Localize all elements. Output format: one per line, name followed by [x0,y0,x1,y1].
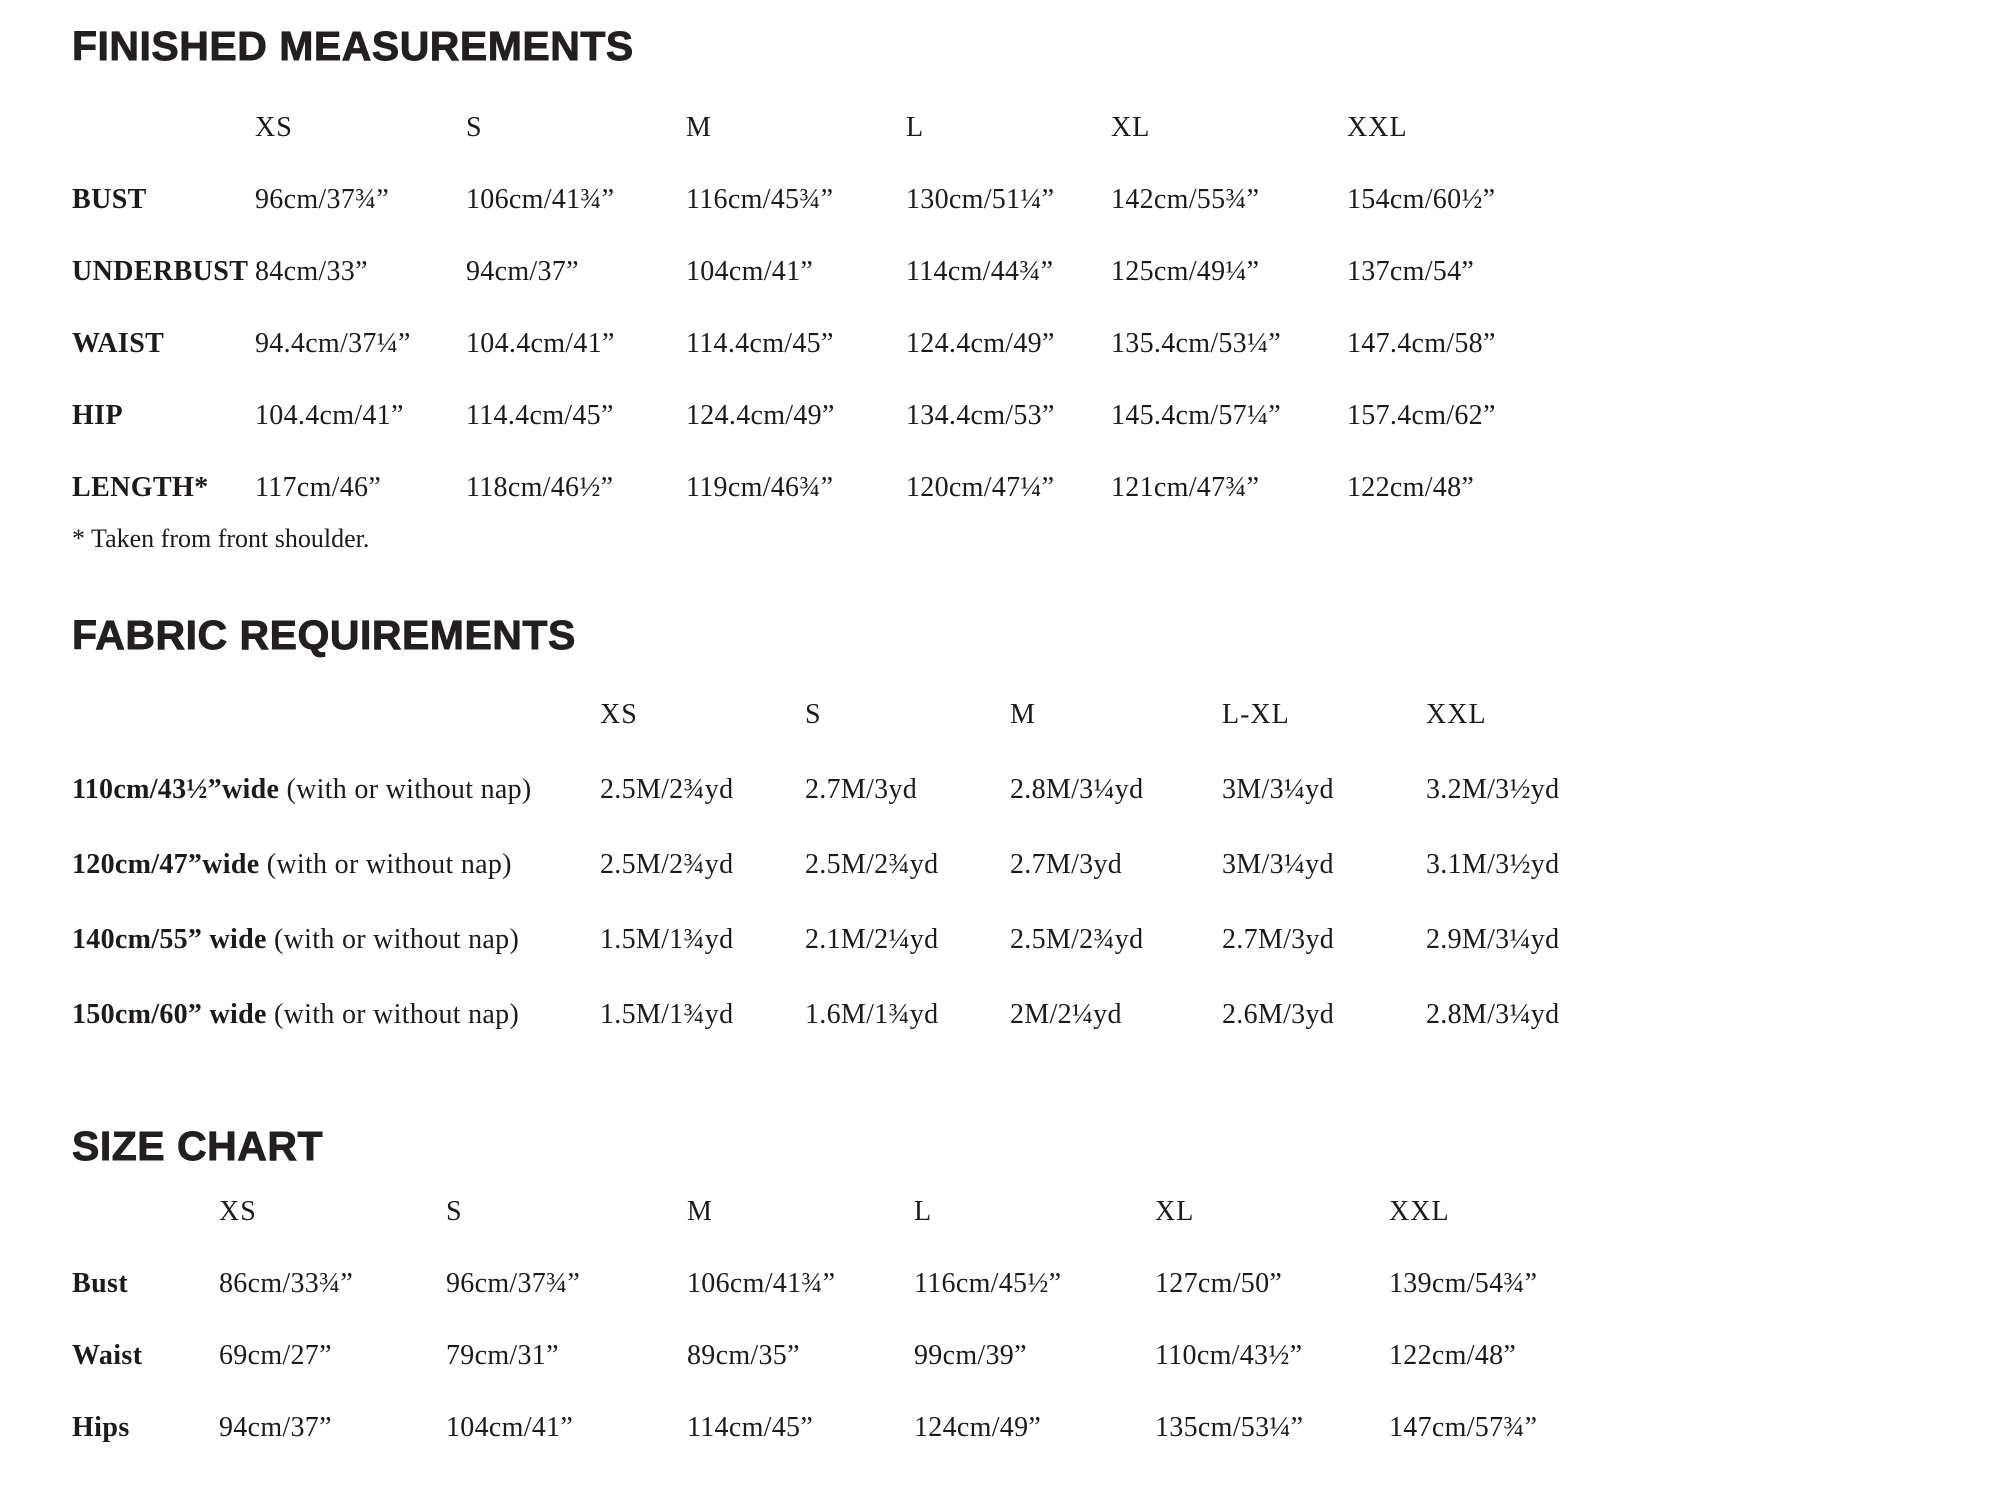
cell-value: 2.5M/2¾yd [600,774,734,806]
cell-value: 3M/3¼yd [1222,849,1334,881]
column-header-xxl: XXL [1426,699,1487,731]
cell-value: 139cm/54¾” [1389,1267,1538,1299]
cell-value: 120cm/47¼” [906,471,1055,503]
size-chart-table [72,1176,1537,1464]
cell-value: 122cm/48” [1389,1339,1517,1371]
cell-value: 147.4cm/58” [1347,327,1496,359]
cell-value: 1.6M/1¾yd [805,999,939,1031]
cell-value: 154cm/60½” [1347,183,1496,215]
cell-value: 2.5M/2¾yd [1010,924,1144,956]
cell-value: 147cm/57¾” [1389,1411,1538,1443]
cell-value: 124cm/49” [914,1411,1042,1443]
cell-value: 2.1M/2¼yd [805,924,939,956]
cell-value: 2M/2¼yd [1010,999,1122,1031]
cell-value: 104.4cm/41” [466,327,615,359]
column-header-l: L [906,111,925,143]
finished-measurements-table [72,92,1496,524]
fabric-requirements-title: FABRIC REQUIREMENTS [72,612,576,658]
cell-value: 2.9M/3¼yd [1426,924,1560,956]
row-label-fabric-width [72,1000,600,1031]
cell-value: 134.4cm/53” [906,399,1055,431]
cell-value: 3.2M/3½yd [1426,774,1560,806]
fabric-width-bold: 120cm/47”wide [72,849,260,881]
fabric-width-note: (with or without nap) [259,849,512,881]
column-header-m: M [687,1195,713,1227]
cell-value: 121cm/47¾” [1111,471,1260,503]
cell-value: 157.4cm/62” [1347,399,1496,431]
finished-measurements-title: FINISHED MEASUREMENTS [72,23,634,69]
cell-value: 116cm/45½” [914,1267,1062,1299]
cell-value: 2.6M/3yd [1222,999,1335,1031]
cell-value: 135.4cm/53¼” [1111,327,1282,359]
cell-value: 114.4cm/45” [466,399,614,431]
cell-value: 86cm/33¾” [219,1267,354,1299]
fabric-width-note: (with or without nap) [279,774,532,806]
cell-value: 145.4cm/57¼” [1111,399,1282,431]
cell-value: 124.4cm/49” [906,327,1055,359]
cell-value: 2.8M/3¼yd [1010,774,1144,806]
cell-value: 127cm/50” [1155,1267,1283,1299]
cell-value: 84cm/33” [255,255,368,287]
column-header-l: L [914,1195,933,1227]
row-label-hips: Hips [72,1411,130,1443]
length-footnote: * Taken from front shoulder. [72,524,370,553]
cell-value: 106cm/41¾” [687,1267,836,1299]
cell-value: 104cm/41” [686,255,814,287]
cell-value: 96cm/37¾” [446,1267,581,1299]
row-label-bust: BUST [72,183,147,215]
fabric-width-bold: 140cm/55” wide [72,924,267,956]
cell-value: 110cm/43½” [1155,1339,1303,1371]
cell-value: 3M/3¼yd [1222,774,1334,806]
fabric-width-bold: 110cm/43½”wide [72,774,280,806]
cell-value: 94.4cm/37¼” [255,327,411,359]
cell-value: 2.7M/3yd [805,774,918,806]
column-header-m: M [1010,699,1036,731]
column-header-xxl: XXL [1347,111,1408,143]
cell-value: 69cm/27” [219,1339,332,1371]
size-chart-title: SIZE CHART [72,1123,323,1169]
fabric-width-note: (with or without nap) [266,924,520,956]
row-label-fabric-width [72,925,600,956]
cell-value: 137cm/54” [1347,255,1475,287]
cell-value: 116cm/45¾” [686,183,834,215]
cell-value: 142cm/55¾” [1111,183,1260,215]
column-header-m: M [686,111,712,143]
cell-value: 114cm/45” [687,1411,814,1443]
cell-value: 2.5M/2¾yd [600,849,734,881]
column-header-xl: XL [1111,111,1151,143]
cell-value: 119cm/46¾” [686,471,834,503]
column-header-s: S [446,1195,463,1227]
row-label-fabric-width [72,850,600,881]
cell-value: 104cm/41” [446,1411,574,1443]
cell-value: 1.5M/1¾yd [600,924,734,956]
cell-value: 79cm/31” [446,1339,559,1371]
cell-value: 135cm/53¼” [1155,1411,1304,1443]
column-header-lxl: L-XL [1222,699,1290,731]
cell-value: 118cm/46½” [466,471,614,503]
row-label-length: LENGTH* [72,471,209,503]
fabric-requirements-table [72,678,1559,1053]
cell-value: 94cm/37” [466,255,579,287]
cell-value: 2.7M/3yd [1010,849,1123,881]
cell-value: 96cm/37¾” [255,183,390,215]
cell-value: 114cm/44¾” [906,255,1054,287]
row-label-hip: HIP [72,399,123,431]
column-header-xl: XL [1155,1195,1195,1227]
cell-value: 89cm/35” [687,1339,800,1371]
cell-value: 104.4cm/41” [255,399,404,431]
fabric-width-note: (with or without nap) [266,999,520,1031]
cell-value: 3.1M/3½yd [1426,849,1560,881]
cell-value: 125cm/49¼” [1111,255,1260,287]
cell-value: 2.7M/3yd [1222,924,1335,956]
cell-value: 114.4cm/45” [686,327,834,359]
column-header-xs: XS [219,1195,257,1227]
column-header-xs: XS [600,699,638,731]
cell-value: 2.8M/3¼yd [1426,999,1560,1031]
column-header-xxl: XXL [1389,1195,1450,1227]
cell-value: 122cm/48” [1347,471,1475,503]
cell-value: 2.5M/2¾yd [805,849,939,881]
column-header-s: S [805,699,822,731]
cell-value: 94cm/37” [219,1411,332,1443]
row-label-waist: Waist [72,1339,143,1371]
cell-value: 130cm/51¼” [906,183,1055,215]
column-header-s: S [466,111,483,143]
cell-value: 1.5M/1¾yd [600,999,734,1031]
cell-value: 124.4cm/49” [686,399,835,431]
row-label-waist: WAIST [72,327,165,359]
column-header-xs: XS [255,111,293,143]
cell-value: 117cm/46” [255,471,382,503]
cell-value: 106cm/41¾” [466,183,615,215]
row-label-fabric-width [72,775,600,806]
cell-value: 99cm/39” [914,1339,1027,1371]
row-label-bust: Bust [72,1267,129,1299]
row-label-underbust: UNDERBUST [72,255,249,287]
fabric-width-bold: 150cm/60” wide [72,999,267,1031]
